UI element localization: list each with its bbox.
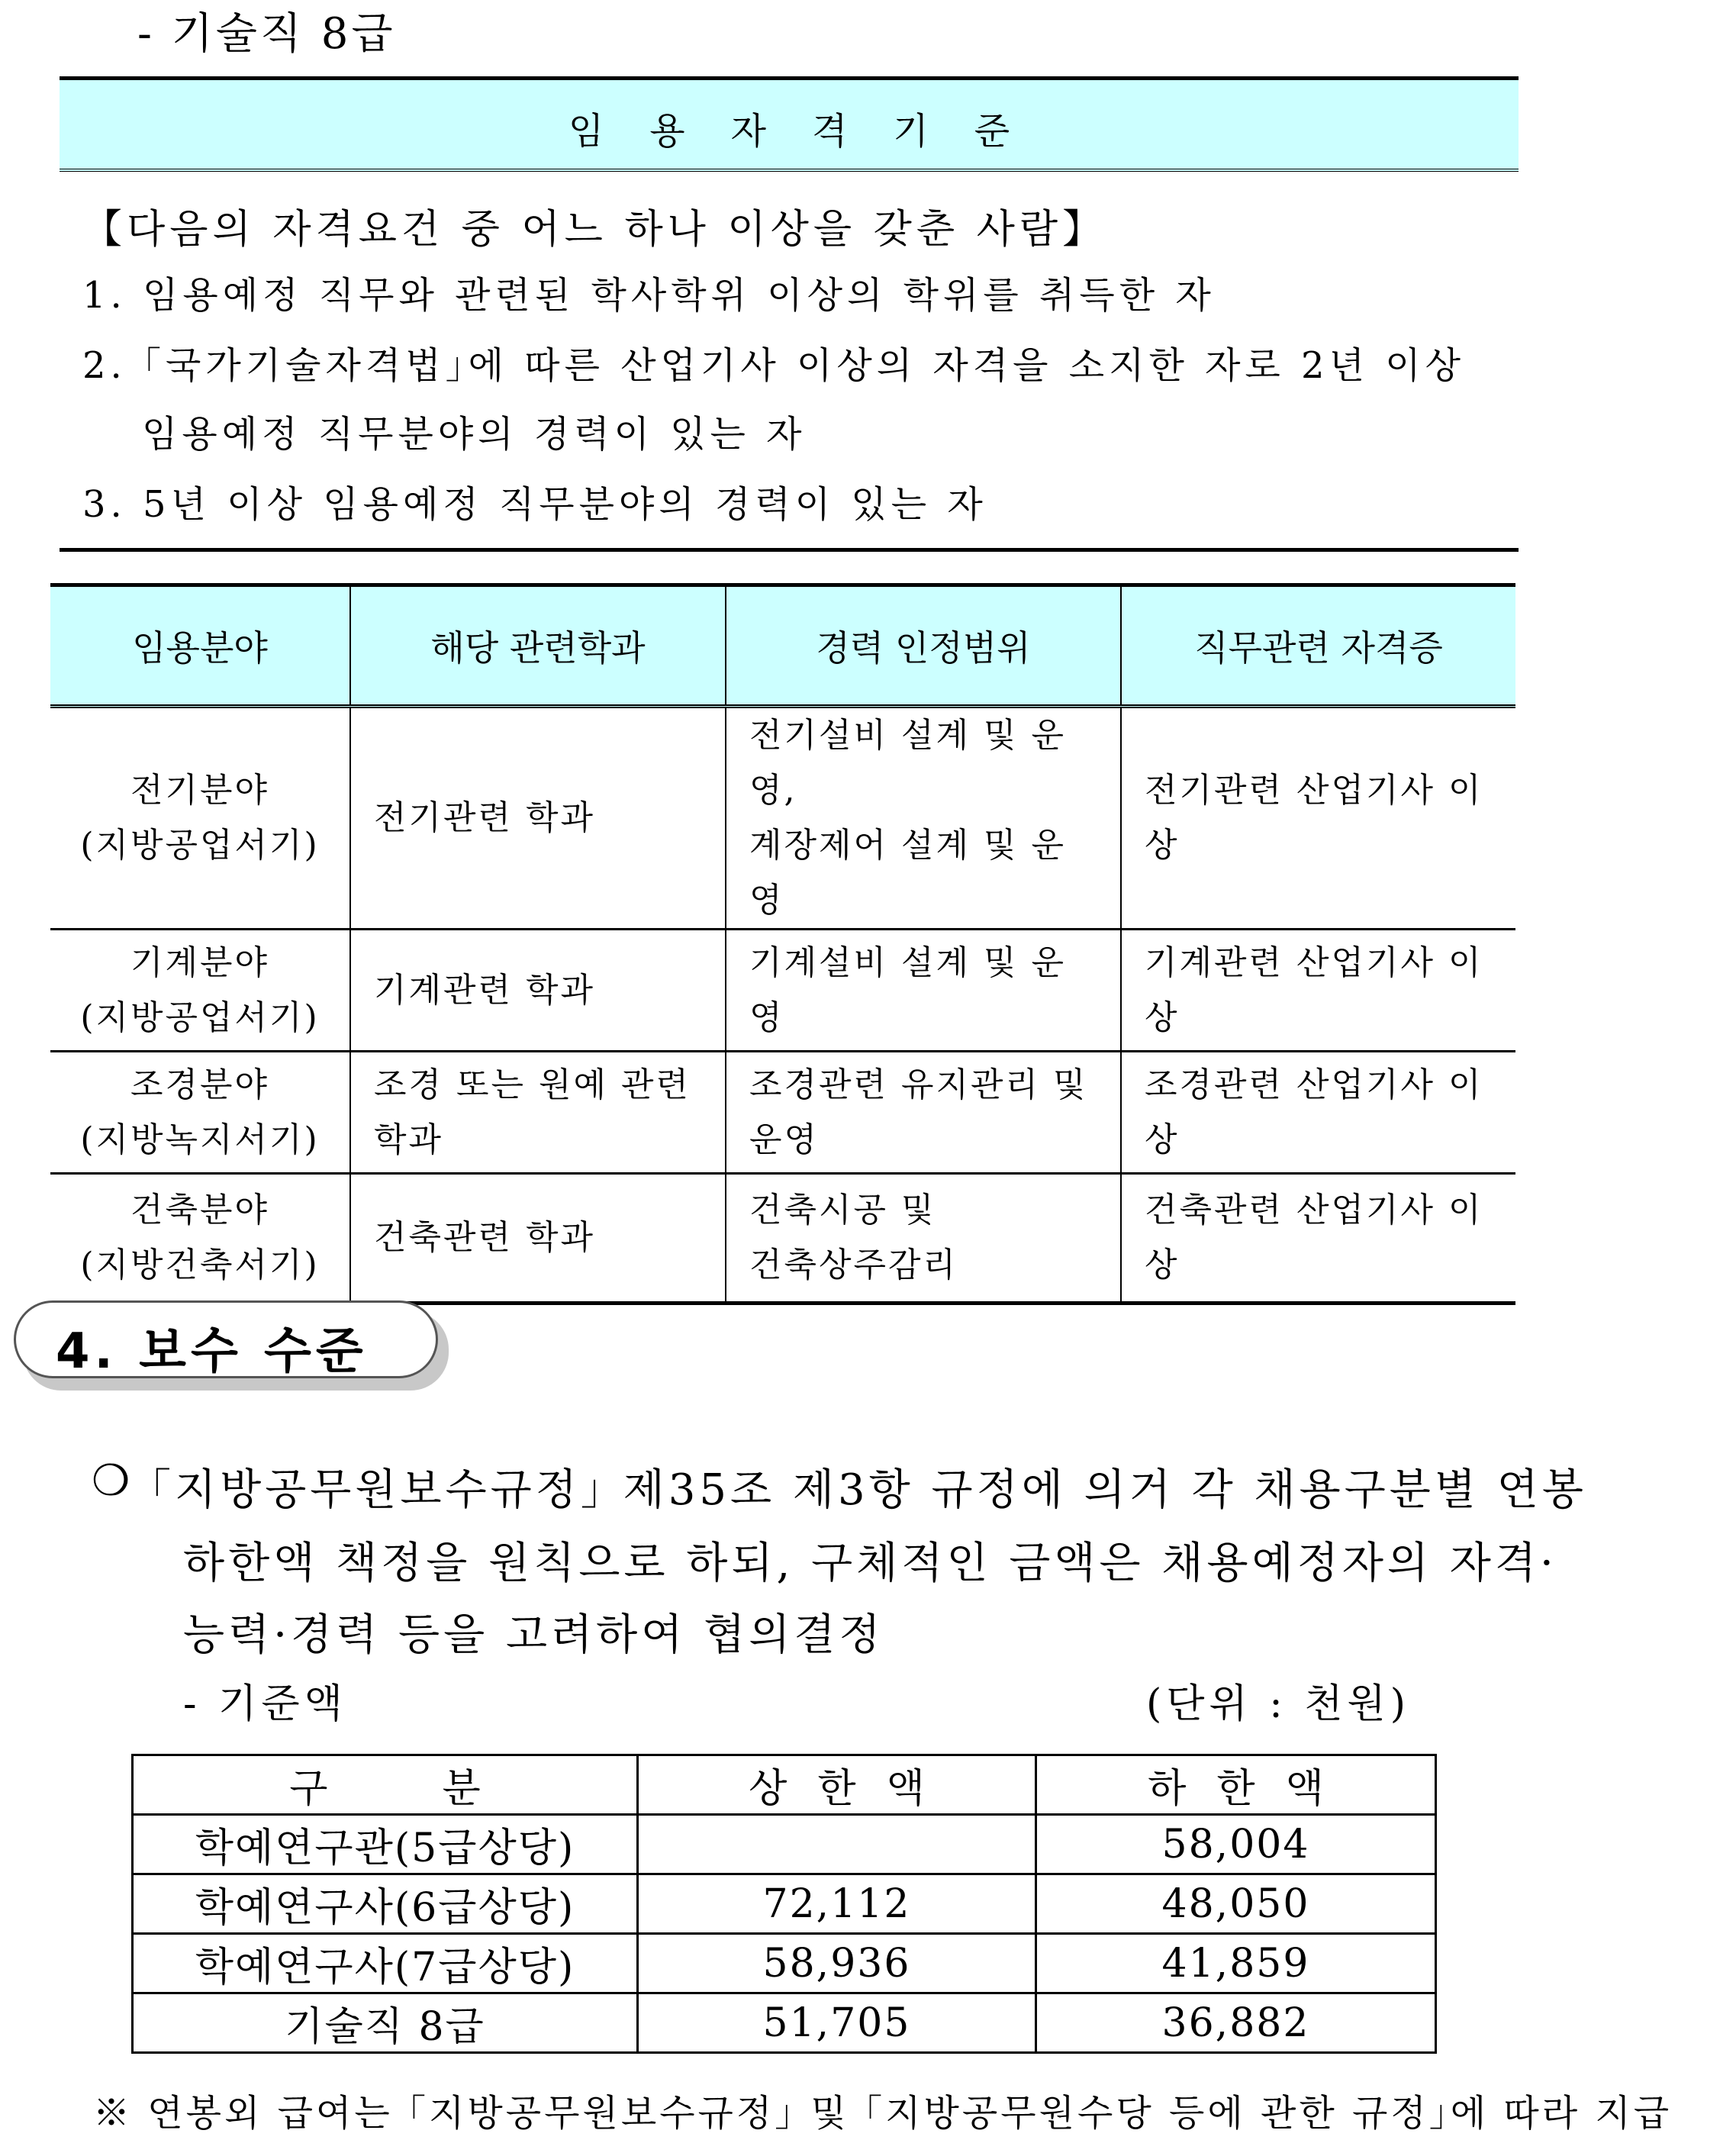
dept-cell: 건축관련 학과 (350, 1174, 726, 1304)
unit-label: (단위 : 천원) (1146, 1681, 1411, 1727)
qualification-box-header (60, 76, 1519, 172)
upper-cell: 72,112 (638, 1874, 1036, 1934)
qualification-item: 2. ｢국가기술자격법｣에 따른 산업기사 이상의 자격을 소지한 자로 2년 이상 (82, 344, 1465, 387)
cert-cell: 건축관련 산업기사 이상 (1121, 1174, 1515, 1304)
pay-table (131, 1754, 1437, 2054)
field-header-cell: 경력 인정범위 (726, 585, 1121, 707)
qualification-item-continuation: 임용예정 직무분야의 경력이 있는 자 (142, 413, 807, 456)
career-cell: 전기설비 설계 및 운영, 계장제어 설계 및 운영 (726, 707, 1121, 930)
section-title: 4. 보수 수준 (56, 1323, 368, 1380)
pay-paragraph-line: 하한액 책정을 원칙으로 하되, 구체적인 금액은 채용예정자의 자격· (183, 1539, 1557, 1588)
dept-cell: 조경 또는 원예 관련 학과 (350, 1052, 726, 1174)
footnote: ※ 연봉외 급여는 ｢지방공무원보수규정｣ 및 ｢지방공무원수당 등에 관한 규정｣에 따라 지급 (93, 2092, 1673, 2135)
cert-cell: 조경관련 산업기사 이상 (1121, 1052, 1515, 1174)
career-cell: 기계설비 설계 및 운영 (726, 930, 1121, 1052)
field-table (50, 583, 1515, 1305)
qualification-item: 3. 5년 이상 임용예정 직무분야의 경력이 있는 자 (82, 483, 987, 526)
qualification-divider (60, 548, 1519, 552)
upper-cell: 58,936 (638, 1934, 1036, 1993)
field-cell: 전기분야 (지방공업서기) (50, 707, 350, 930)
pay-table-header-row (133, 1755, 1436, 1815)
field-cell: 기계분야 (지방공업서기) (50, 930, 350, 1052)
field-cell: 조경분야 (지방녹지서기) (50, 1052, 350, 1174)
dept-cell: 기계관련 학과 (350, 930, 726, 1052)
pay-paragraph-line: ｢지방공무원보수규정｣ 제35조 제3항 규정에 의거 각 채용구분별 연봉 (150, 1465, 1587, 1515)
lower-cell: 36,882 (1036, 1993, 1436, 2053)
circle-bullet-icon: ❍ (92, 1456, 130, 1506)
career-cell: 건축시공 및 건축상주감리 (726, 1174, 1121, 1304)
grade-cell: 학예연구관(5급상당) (133, 1815, 638, 1874)
cert-cell: 전기관련 산업기사 이상 (1121, 707, 1515, 930)
upper-cell: 51,705 (638, 1993, 1036, 2053)
table-row (50, 707, 1515, 930)
qualification-intro: 【다음의 자격요건 중 어느 하나 이상을 갖춘 사람】 (82, 207, 1107, 253)
table-row (133, 1815, 1436, 1874)
field-header-cell: 임용분야 (50, 585, 350, 707)
cert-cell: 기계관련 산업기사 이상 (1121, 930, 1515, 1052)
field-table-header-row (50, 585, 1515, 707)
table-row (133, 1993, 1436, 2053)
lower-cell: 58,004 (1036, 1815, 1436, 1874)
lower-cell: 41,859 (1036, 1934, 1436, 1993)
table-row (133, 1874, 1436, 1934)
career-cell: 조경관련 유지관리 및 운영 (726, 1052, 1121, 1174)
field-header-cell: 직무관련 자격증 (1121, 585, 1515, 707)
grade-cell: 학예연구사(7급상당) (133, 1934, 638, 1993)
table-row (50, 1052, 1515, 1174)
table-row (50, 930, 1515, 1052)
pay-paragraph-line: 능력·경력 등을 고려하여 협의결정 (183, 1610, 884, 1660)
field-cell: 건축분야 (지방건축서기) (50, 1174, 350, 1304)
table-row (133, 1934, 1436, 1993)
pay-header-cell: 하한액 (1036, 1755, 1436, 1815)
pay-header-cell: 상한액 (638, 1755, 1036, 1815)
base-amount-label: - 기준액 (183, 1681, 347, 1727)
dept-cell: 전기관련 학과 (350, 707, 726, 930)
table-row (50, 1174, 1515, 1304)
lower-cell: 48,050 (1036, 1874, 1436, 1934)
grade-cell: 학예연구사(6급상당) (133, 1874, 638, 1934)
pay-header-cell: 구분 (133, 1755, 638, 1815)
section-title-pill (14, 1300, 438, 1378)
grade-cell: 기술직 8급 (133, 1993, 638, 2053)
qualification-item: 1. 임용예정 직무와 관련된 학사학위 이상의 학위를 취득한 자 (82, 274, 1216, 317)
qualification-box-title: 임용자격기준 (568, 110, 1056, 153)
field-header-cell: 해당 관련학과 (350, 585, 726, 707)
top-heading: - 기술직 8급 (137, 9, 396, 59)
upper-cell (638, 1815, 1036, 1874)
